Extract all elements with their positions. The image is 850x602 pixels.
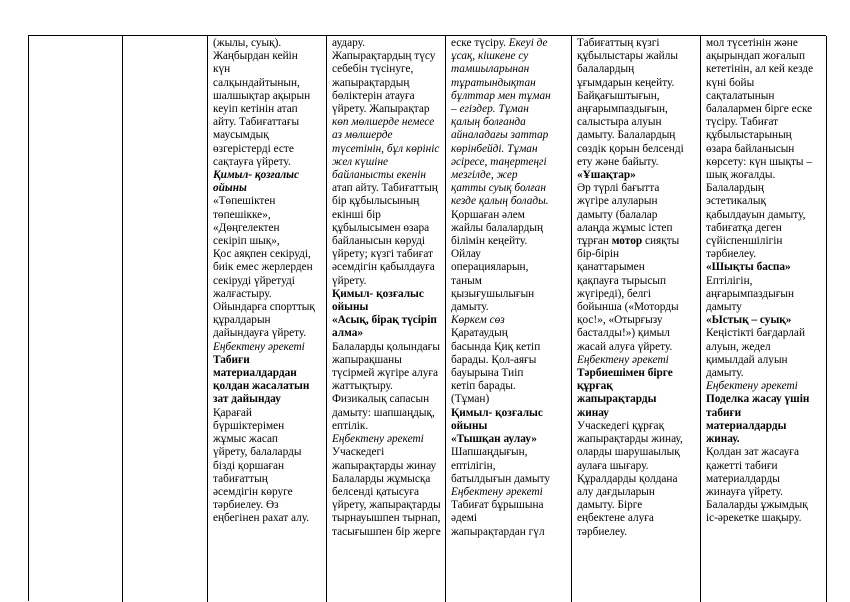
cell-line: (жылы, суық). bbox=[213, 37, 282, 49]
cell-line: Балаларды қолындағы bbox=[332, 340, 440, 353]
table-column-4 bbox=[327, 36, 446, 602]
cell-line: жинау. bbox=[706, 433, 740, 446]
cell-line: дамыту: шапшаңдық, bbox=[332, 406, 435, 419]
cell-line: Еңбектену әрекеті bbox=[451, 485, 543, 498]
cell-line: еңбегінен рахат алу. bbox=[213, 512, 310, 525]
cell-line: жапырақтарды жинау bbox=[332, 459, 437, 472]
cell-line: қос!», «Отырғызу bbox=[577, 314, 663, 327]
cell-line: материалдардан bbox=[213, 367, 297, 380]
cell-line: табиғатқа деген bbox=[706, 221, 782, 234]
cell-line: маусымдық bbox=[213, 129, 269, 142]
cell-line: байланысын көруді bbox=[332, 235, 426, 248]
cell-line: кетіп барады. bbox=[451, 380, 516, 393]
cell-line: оларды шарушаылық bbox=[577, 446, 680, 459]
cell-line: тәрбиелеу. bbox=[706, 248, 757, 261]
cell-line: үйрету. Жапырақтар bbox=[332, 103, 430, 116]
cell-line: жапырақтардың bbox=[332, 76, 410, 89]
cell-line: аз мөлшерде bbox=[332, 129, 393, 142]
cell-line: Еңбектену әрекеті bbox=[577, 353, 669, 366]
cell-line: сөздік қорын белсенді bbox=[577, 142, 684, 155]
cell-line: жапырақшаны bbox=[332, 353, 402, 366]
cell-line: батылдығын дамыту bbox=[451, 472, 551, 485]
table-column-1 bbox=[29, 36, 123, 602]
cell-line: қолдан жасалатын bbox=[213, 380, 310, 393]
cell-line: Байқағыштығын, bbox=[577, 89, 660, 102]
cell-line: Құралдарды қолдана bbox=[577, 472, 678, 485]
cell-line: белсенді қатысуға bbox=[332, 485, 420, 498]
cell-line: бұлттар мен тұман bbox=[451, 89, 551, 102]
table-column-5 bbox=[446, 36, 572, 602]
cell-line: бір құбылысының bbox=[332, 195, 420, 208]
cell-line: әсіресе, таңертеңгі bbox=[451, 155, 547, 168]
cell-line: жүгіре алуларын bbox=[577, 195, 658, 208]
cell-line: кететінін, ал кей кезде bbox=[706, 63, 814, 76]
cell-line: қажетті табиғи bbox=[706, 459, 778, 472]
cell-line: қатты суық болған bbox=[451, 182, 546, 195]
cell-line: Жапырақтардың түсу bbox=[332, 50, 436, 63]
cell-line: алуын, жедел bbox=[706, 340, 771, 353]
cell-line: биік емес жерлерден bbox=[213, 261, 313, 274]
cell-line: Балалардың bbox=[706, 182, 764, 195]
cell-line: байланысты екенін bbox=[332, 169, 426, 182]
cell-line: эстетикалық bbox=[706, 195, 766, 208]
cell-line: Физикалық сапасын bbox=[332, 393, 430, 406]
cell-line: – егіздер. Тұман bbox=[451, 103, 529, 116]
cell-line: «Тышқан аулау» bbox=[451, 433, 537, 446]
cell-line: жаттықтыру. bbox=[332, 380, 393, 393]
cell-line: жұмыс жасап bbox=[213, 433, 278, 446]
cell-line: еңбектене алуға bbox=[577, 512, 654, 525]
cell-line: Қоршаған әлем bbox=[451, 208, 525, 221]
cell-line: сақталатынын bbox=[706, 89, 775, 102]
cell-line: Тәрбиешімен бірге bbox=[577, 367, 673, 380]
cell-line: түсірмей жүгіре алуға bbox=[332, 367, 439, 380]
cell-line: көп мөлшерде немесе bbox=[332, 116, 435, 129]
cell-line: төпешікке», bbox=[213, 208, 271, 221]
cell-line: себебін түсінуге, bbox=[332, 63, 414, 76]
cell-line: операцияларын, bbox=[451, 261, 529, 274]
cell-line: бізді қоршаған bbox=[213, 459, 285, 472]
cell-line: Қимыл- қозғалыс bbox=[451, 406, 543, 419]
cell-line: Еңбектену әрекеті bbox=[213, 340, 305, 353]
cell-line: «Ұшақтар» bbox=[577, 169, 636, 182]
cell-line: үйрету. bbox=[332, 274, 367, 287]
cell-line: қызығушылығын bbox=[451, 287, 535, 300]
cell-line: «Дөңгелектен bbox=[213, 221, 280, 234]
cell-line: қимылдай алуын bbox=[706, 353, 788, 366]
cell-line: алма» bbox=[332, 327, 364, 340]
cell-line: екінші бір bbox=[332, 208, 381, 221]
cell-line: жел күшіне bbox=[332, 155, 389, 168]
cell-line: дамыту. bbox=[706, 367, 744, 380]
table-cell bbox=[208, 36, 326, 526]
cell-line: түсіру. Табиғат bbox=[706, 116, 779, 129]
cell-line: балалардың bbox=[577, 63, 635, 76]
cell-line: секіруді үйретуді bbox=[213, 274, 295, 287]
cell-line: жапырақтарды жинау, bbox=[577, 433, 683, 446]
cell-line: құбылыстары жайлы bbox=[577, 50, 678, 63]
cell-line: жинауға үйрету. bbox=[706, 485, 783, 498]
cell-line: ойыны bbox=[451, 419, 488, 432]
cell-line: мезгілде, жер bbox=[451, 169, 518, 182]
cell-line: Қимыл- қозғалыс bbox=[332, 287, 424, 300]
cell-line: сүйіспеншілігін bbox=[706, 235, 783, 248]
cell-line: бүршіктерімен bbox=[213, 419, 285, 432]
cell-line: аулаға шығару. bbox=[577, 459, 649, 472]
cell-line: кеуіп кетінін атап bbox=[213, 103, 298, 116]
plan-table bbox=[28, 35, 826, 601]
cell-line: таным bbox=[451, 274, 482, 287]
cell-line: ұсақ, кішкене су bbox=[451, 50, 529, 63]
cell-line: «Ыстық – суық» bbox=[706, 314, 792, 327]
cell-line: Жаңбырдан кейін bbox=[213, 50, 298, 63]
cell-line: Табиғи bbox=[213, 353, 250, 366]
cell-line: жалғастыру. bbox=[213, 287, 272, 300]
cell-line: дамыту bbox=[706, 301, 742, 314]
cell-line: білімін кеңейту. bbox=[451, 235, 528, 248]
cell-line: табиғаттың bbox=[213, 472, 268, 485]
cell-line: ақырындап жоғалып bbox=[706, 50, 806, 63]
cell-line: құбылыстарының bbox=[706, 129, 792, 142]
cell-line: мол түсетінін және bbox=[706, 37, 798, 49]
cell-line: дамыту. bbox=[451, 301, 489, 314]
cell-line: тұрған мотор сияқты bbox=[577, 235, 680, 248]
cell-line: бауырына Тиіп bbox=[451, 367, 524, 380]
cell-line: қақпауға тырысып bbox=[577, 274, 667, 287]
cell-line: тамшыларынан bbox=[451, 63, 530, 76]
cell-line: Ойлау bbox=[451, 248, 481, 261]
cell-line: ойыны bbox=[332, 301, 369, 314]
table-cell bbox=[123, 36, 207, 37]
table-cell bbox=[572, 36, 700, 539]
cell-line: алу дағдыларын bbox=[577, 485, 655, 498]
cell-line: табиғи bbox=[706, 406, 742, 419]
cell-line: әсемдігін көруге bbox=[213, 485, 293, 498]
cell-line: аңғарымпаздығын bbox=[706, 287, 795, 300]
cell-line: құрғақ bbox=[577, 380, 613, 393]
cell-line: зат дайындау bbox=[213, 393, 281, 406]
cell-line: Әр түрлі бағытта bbox=[577, 182, 660, 195]
cell-line: дамыту. Балалардың bbox=[577, 129, 676, 142]
cell-line: Ойындарға спорттық bbox=[213, 301, 315, 314]
table-column-7 bbox=[701, 36, 827, 602]
cell-line: бойынша («Моторды bbox=[577, 301, 679, 314]
table-cell bbox=[29, 36, 122, 37]
cell-line: тәрбиелеу. Өз bbox=[213, 499, 279, 512]
cell-line: әдемі bbox=[451, 512, 478, 525]
cell-line: ойыны bbox=[213, 182, 247, 195]
cell-line: Көркем сөз bbox=[451, 314, 505, 327]
cell-line: материалдарды bbox=[706, 472, 780, 485]
table-column-2 bbox=[123, 36, 208, 602]
cell-line: балалармен бірге еске bbox=[706, 103, 813, 116]
cell-line: құбылысымен өзара bbox=[332, 221, 430, 234]
cell-line: секіріп шық», bbox=[213, 235, 280, 248]
cell-line: материалдарды bbox=[706, 419, 787, 432]
cell-line: Поделка жасау үшін bbox=[706, 393, 810, 406]
cell-line: ету және байыту. bbox=[577, 155, 659, 168]
cell-line: Балаларды жұмысқа bbox=[332, 472, 431, 485]
cell-line: аңғарымпаздығын, bbox=[577, 103, 668, 116]
cell-line: «Шықты баспа» bbox=[706, 261, 791, 274]
cell-line: күні бойы bbox=[706, 76, 755, 89]
cell-line: Қарағай bbox=[213, 406, 252, 419]
cell-line: бір-бірін bbox=[577, 248, 620, 261]
table-cell bbox=[446, 36, 571, 539]
cell-line: Қолдан зат жасауға bbox=[706, 446, 799, 459]
table-cell bbox=[701, 36, 826, 526]
cell-line: қанаттарымен bbox=[577, 261, 645, 274]
cell-line: (Тұман) bbox=[451, 393, 490, 406]
cell-line: бөліктерін атауға bbox=[332, 89, 415, 102]
cell-line: Учаскедегі құрғақ bbox=[577, 419, 665, 432]
cell-line: Қос аяқпен секіруді, bbox=[213, 248, 311, 261]
cell-line: әсемдігін қабылдауға bbox=[332, 261, 435, 274]
cell-line: дамыту (балалар bbox=[577, 208, 658, 221]
cell-line: іс-әрекетке шақыру. bbox=[706, 512, 802, 525]
cell-line: жинау bbox=[577, 406, 609, 419]
cell-line: Табиғаттың күзгі bbox=[577, 37, 660, 49]
cell-line: аудару. bbox=[332, 37, 365, 49]
cell-line: басталды!») қимыл bbox=[577, 327, 670, 340]
cell-line: Ептілігін, bbox=[706, 274, 753, 287]
cell-line: Учаскедегі bbox=[332, 446, 385, 459]
table-cell bbox=[327, 36, 445, 539]
cell-line: барады. Қол-аяғы bbox=[451, 353, 537, 366]
cell-line: жапырақтардан гүл bbox=[451, 525, 545, 538]
cell-line: жапырақтарды bbox=[577, 393, 657, 406]
cell-line: ұғымдарын кеңейту. bbox=[577, 76, 675, 89]
cell-line: Шапшаңдығын, bbox=[451, 446, 528, 459]
table-column-6 bbox=[572, 36, 701, 602]
cell-line: жайлы балалардың bbox=[451, 221, 544, 234]
cell-line: Еңбектену әрекеті bbox=[332, 433, 424, 446]
cell-line: өзгерістерді есте bbox=[213, 142, 294, 155]
cell-line: «Асық, бірақ түсіріп bbox=[332, 314, 437, 327]
cell-line: шалшықтар ақырын bbox=[213, 89, 311, 102]
cell-line: көрсету: күн шықты – bbox=[706, 155, 812, 168]
cell-line: түсетінін, бұл көрініс bbox=[332, 142, 440, 155]
cell-line: салыстыра алуын bbox=[577, 116, 662, 129]
cell-line: сақтауға үйрету. bbox=[213, 155, 291, 168]
cell-line: үйрету; күзгі табиғат bbox=[332, 248, 433, 261]
cell-line: тәрбиелеу. bbox=[577, 525, 628, 538]
cell-line: атап айту. Табиғаттың bbox=[332, 182, 438, 195]
cell-line: еске түсіру. Екеуі де bbox=[451, 37, 548, 49]
cell-line: кезде қалың болады. bbox=[451, 195, 549, 208]
cell-line: Еңбектену әрекеті bbox=[706, 380, 798, 393]
cell-line: ептілік. bbox=[332, 419, 369, 432]
cell-line: үйрету, балаларды bbox=[213, 446, 302, 459]
cell-line: алаңда жұмыс істеп bbox=[577, 221, 673, 234]
cell-line: айту. Табиғаттағы bbox=[213, 116, 300, 129]
cell-line: Қаратаудың bbox=[451, 327, 508, 340]
cell-line: үйрету, жапырақтарды bbox=[332, 499, 441, 512]
cell-line: қабылдауын дамыту, bbox=[706, 208, 806, 221]
cell-line: Табиғат бұрышына bbox=[451, 499, 544, 512]
cell-line: Кеңістікті бағдарлай bbox=[706, 327, 805, 340]
cell-line: басында Қиқ кетіп bbox=[451, 340, 541, 353]
cell-line: шық жоғалды. bbox=[706, 169, 776, 182]
cell-line: Балаларды ұжымдық bbox=[706, 499, 808, 512]
cell-line: Қимыл- қозғалыс bbox=[213, 169, 300, 182]
cell-line: дайындауға үйрету. bbox=[213, 327, 307, 340]
cell-line: тырнауышпен тырнап, bbox=[332, 512, 441, 525]
cell-line: тасығышпен бір жерге bbox=[332, 525, 441, 538]
cell-line: күн bbox=[213, 63, 231, 76]
table-column-3 bbox=[208, 36, 327, 602]
cell-line: дамыту. Бірге bbox=[577, 499, 643, 512]
cell-line: қалың болғанда bbox=[451, 116, 526, 129]
cell-line: жүгіреді), белгі bbox=[577, 287, 652, 300]
cell-line: ептілігін, bbox=[451, 459, 496, 472]
cell-line: құралдарын bbox=[213, 314, 271, 327]
cell-line: өзара байланысын bbox=[706, 142, 795, 155]
cell-line: айналадағы заттар bbox=[451, 129, 549, 142]
cell-line: көрінбейді. Тұман bbox=[451, 142, 538, 155]
cell-line: жасай алуға үйрету. bbox=[577, 340, 673, 353]
cell-line: тұратындықтан bbox=[451, 76, 536, 89]
cell-line: салқындайтынын, bbox=[213, 76, 300, 89]
cell-line: «Төпешіктен bbox=[213, 195, 276, 208]
